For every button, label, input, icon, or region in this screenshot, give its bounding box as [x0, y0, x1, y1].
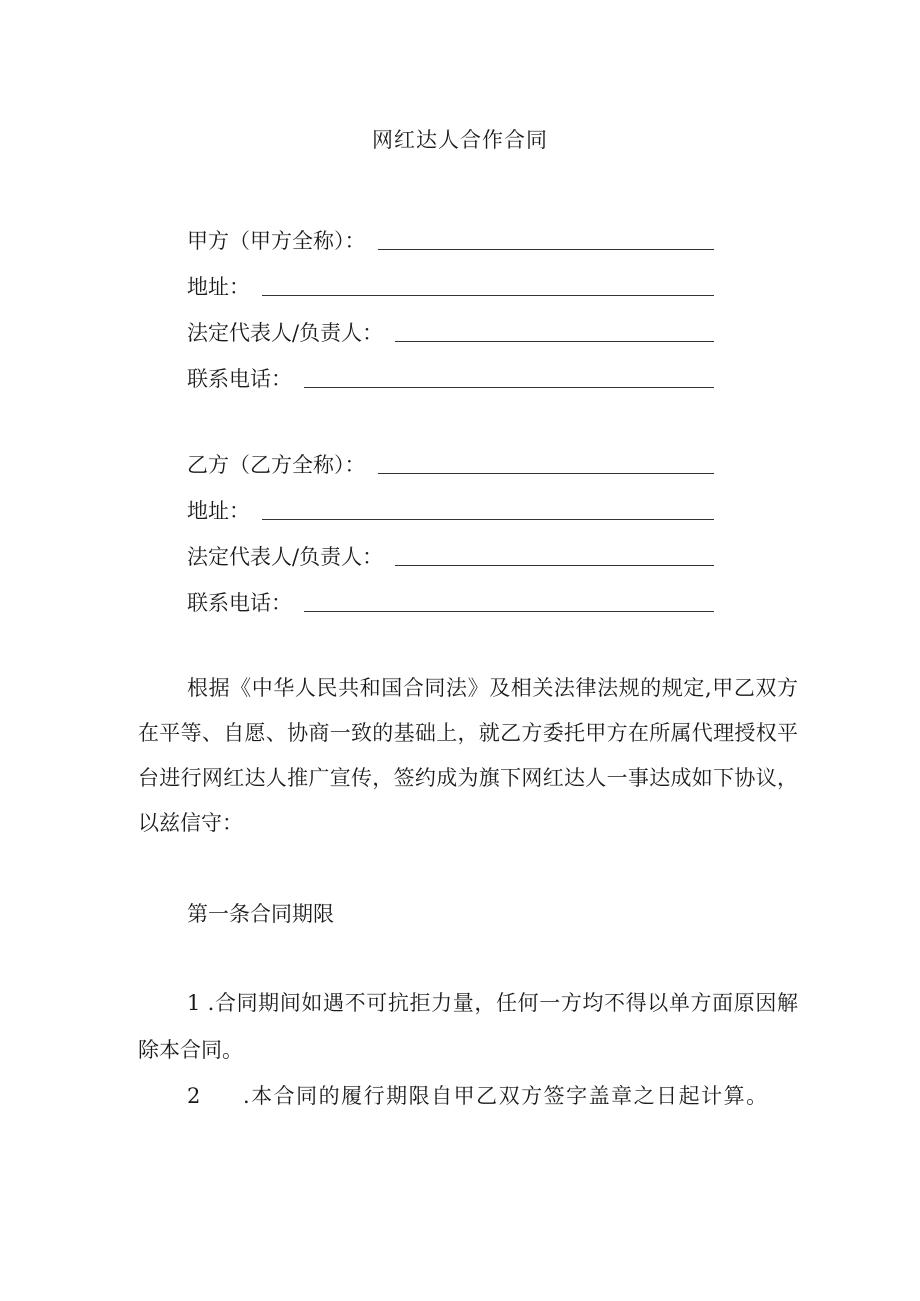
party-b-name-blank	[378, 472, 715, 474]
party-b-phone-field	[187, 584, 714, 616]
party-a-address-label: 地址：	[187, 275, 250, 299]
party-b-name-field	[187, 446, 714, 478]
party-b-rep-blank	[395, 564, 714, 566]
party-b-address-blank	[262, 518, 714, 520]
party-a-name-label: 甲方（甲方全称）：	[187, 229, 366, 253]
clause-2-text: .本合同的履行期限自甲乙双方签字盖章之日起计算。	[243, 1084, 769, 1108]
party-a-rep-label: 法定代表人/负责人：	[187, 321, 384, 345]
party-a-name-field	[187, 222, 714, 254]
party-a-name-blank	[378, 248, 715, 250]
clause-2-number: 2	[187, 1084, 202, 1108]
party-b-address-field	[187, 492, 714, 524]
document-title: 网红达人合作合同	[372, 128, 548, 152]
party-b-phone-blank	[304, 610, 714, 612]
clause-2	[187, 1080, 769, 1110]
party-b-address-label: 地址：	[187, 499, 250, 523]
party-b-phone-label: 联系电话：	[187, 591, 292, 615]
party-b-rep-field	[187, 538, 714, 570]
party-a-phone-field	[187, 360, 714, 392]
party-a-rep-blank	[395, 340, 714, 342]
party-a-address-blank	[262, 294, 714, 296]
party-a-address-field	[187, 268, 714, 300]
party-b-rep-label: 法定代表人/负责人：	[187, 545, 384, 569]
party-a-phone-blank	[304, 386, 714, 388]
party-b-name-label: 乙方（乙方全称）：	[187, 453, 366, 477]
intro-paragraph: 根据《中华人民共和国合同法》及相关法律法规的规定,甲乙双方在平等、自愿、协商一致的基础上，就乙方委托甲方在所属代理授权平台进行网红达人推广宣传，签约成为旗下网红达人一事达成如下协议，以兹信守：	[138, 676, 798, 835]
article-1-heading: 第一条合同期限	[187, 902, 334, 926]
clause-1: 1 .合同期间如遇不可抗拒力量，任何一方均不得以单方面原因解除本合同。	[138, 991, 798, 1062]
party-a-phone-label: 联系电话：	[187, 367, 292, 391]
party-a-rep-field	[187, 314, 714, 346]
